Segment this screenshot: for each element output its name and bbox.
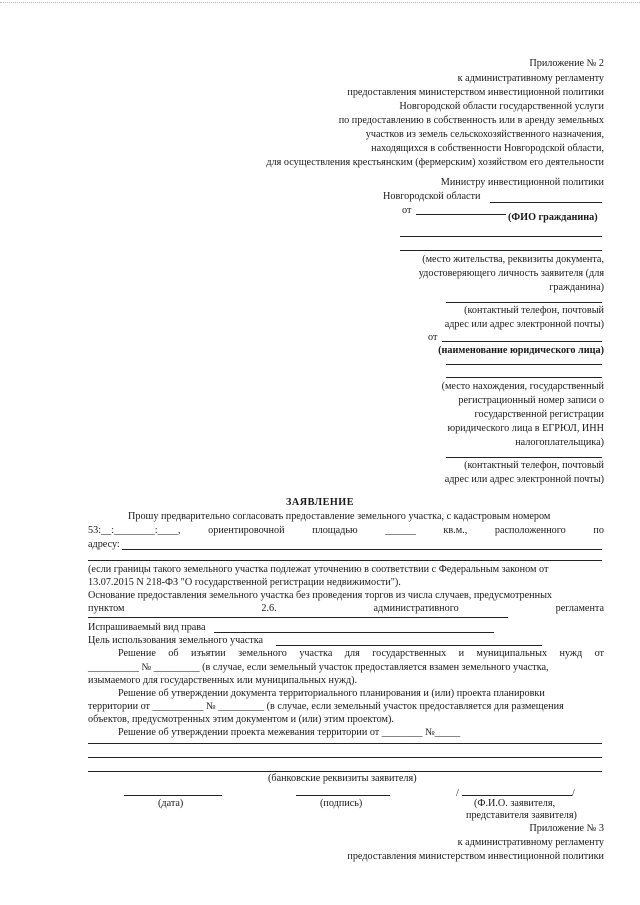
purpose-label: Цель использования земельного участка [88, 635, 264, 646]
body-text: __________ № _________ (в случае, если земельный участок предоставляется взамен земельного участка, [88, 662, 549, 673]
slash: / [456, 788, 459, 799]
body-text-row [118, 647, 604, 661]
addressee-line: Новгородской области [383, 191, 481, 202]
word: изъятии [191, 648, 226, 659]
word: об [168, 648, 179, 659]
word: участка [299, 648, 333, 659]
blank-line[interactable] [400, 236, 602, 237]
from-label: от [402, 205, 412, 216]
location-caption: (место нахождения, государственный [441, 381, 604, 392]
word: Решение [118, 648, 156, 659]
slash: / [572, 788, 575, 799]
right-type-input-line[interactable] [214, 632, 494, 633]
date-caption: (дата) [158, 798, 184, 809]
location-caption: регистрационный номер записи о [458, 395, 604, 406]
right-type-label: Испрашиваемый вид права [88, 622, 206, 633]
word: муниципальных [476, 648, 548, 659]
word: для [344, 648, 360, 659]
signature-input-line[interactable] [296, 795, 390, 796]
word: административного [373, 603, 459, 614]
bank-details-input-line[interactable] [88, 757, 602, 758]
signature-caption: (подпись) [320, 798, 363, 809]
legal-name-input-line[interactable] [442, 341, 602, 342]
header-line: для осуществления крестьянским (фермерским) хозяйством его деятельности [266, 157, 604, 168]
word: по [593, 525, 604, 536]
location-caption: государственной регистрации [474, 409, 604, 420]
fio-sign-input-line[interactable] [462, 795, 572, 796]
location-caption: налогоплательщика) [515, 437, 604, 448]
word: от [594, 648, 604, 659]
body-text: Прошу предварительно согласовать предоставление земельного участка, с кадастровым номером [128, 511, 551, 522]
body-text-row [88, 602, 604, 616]
body-text: Основание предоставления земельного участка без проведения торгов из числа случаев, предусмотренных [88, 590, 553, 601]
location-caption: юридического лица в ЕГРЮЛ, ИНН [447, 423, 604, 434]
purpose-input-line[interactable] [276, 645, 542, 646]
body-text: объектов, предусмотренных этим документом и (или) этим проектом). [88, 714, 394, 725]
blank-line[interactable] [490, 202, 602, 203]
cadastral-number-field: 53:__:________:____, [88, 525, 181, 536]
address-label: адресу: [88, 539, 120, 550]
fio-sign-caption: представителя заявителя) [466, 810, 577, 821]
footer-line: к административному регламенту [457, 837, 604, 848]
blank-line[interactable] [446, 364, 602, 365]
contact-caption: (контактный телефон, почтовый [464, 460, 604, 471]
header-line: участков из земель сельскохозяйственного назначения, [365, 129, 604, 140]
contact-input-line[interactable] [446, 302, 602, 303]
scan-edge [0, 2, 640, 3]
body-text: территории от __________ № _________ (в случае, если земельный участок предоставляется для размещения [88, 701, 564, 712]
blank-line[interactable] [88, 617, 508, 618]
word: расположенного [494, 525, 566, 536]
from-label: от [428, 332, 438, 343]
address-input-line[interactable] [122, 549, 602, 550]
contact-input-line[interactable] [446, 457, 602, 458]
blank-line[interactable] [446, 377, 602, 378]
blank-line[interactable] [400, 250, 602, 251]
body-text: Решение об утверждении проекта межевания территории от ________ №_____ [118, 727, 461, 738]
word: кв.м., [443, 525, 468, 536]
header-line: Новгородской области государственной услуги [399, 101, 604, 112]
body-text: (если границы такого земельного участка подлежат уточнению в соответствии с Федеральным законом от [88, 564, 549, 575]
footer-line: предоставления министерством инвестиционной политики [347, 851, 604, 862]
word: государственных [372, 648, 447, 659]
residence-caption: удостоверяющего личность заявителя (для [418, 268, 604, 279]
legal-name-caption: (наименование юридического лица) [438, 345, 604, 356]
fio-caption: (ФИО гражданина) [508, 212, 598, 223]
residence-caption: (место жительства, реквизиты документа, [422, 254, 604, 265]
document-title: ЗАЯВЛЕНИЕ [285, 497, 355, 508]
header-line: предоставления министерством инвестиционной политики [347, 87, 604, 98]
word: регламента [555, 603, 604, 614]
contact-caption: адрес или адрес электронной почты) [444, 474, 604, 485]
addressee-line: Министру инвестиционной политики [440, 177, 604, 188]
header-line: к административному регламенту [457, 73, 604, 84]
body-text: изымаемого для государственных или муниципальных нужд). [88, 675, 358, 686]
address-input-line[interactable] [88, 560, 602, 561]
area-field: ______ [385, 525, 416, 536]
date-input-line[interactable] [124, 795, 222, 796]
fio-sign-caption: (Ф.И.О. заявителя, [474, 798, 556, 809]
word: ориентировочной [208, 525, 285, 536]
bank-details-caption: (банковские реквизиты заявителя) [268, 773, 417, 784]
word: нужд [559, 648, 583, 659]
annex-number: Приложение № 2 [529, 58, 604, 69]
word: земельного [238, 648, 287, 659]
residence-caption: гражданина) [549, 282, 604, 293]
word: и [458, 648, 465, 659]
fio-input-line[interactable] [416, 214, 506, 215]
header-line: находящихся в собственности Новгородской области, [371, 143, 604, 154]
next-annex-number: Приложение № 3 [529, 823, 604, 834]
word: площадью [312, 525, 358, 536]
body-text-row [88, 524, 604, 538]
word: пунктом [88, 603, 125, 614]
header-line: по предоставлению в собственность или в аренду земельных [338, 115, 604, 126]
bank-details-input-line[interactable] [88, 743, 602, 744]
contact-caption: адрес или адрес электронной почты) [444, 319, 604, 330]
contact-caption: (контактный телефон, почтовый [464, 305, 604, 316]
body-text: Решение об утверждении документа территориального планирования и (или) проекта планировки [118, 688, 545, 699]
word: 2.6. [261, 603, 277, 614]
body-text: 13.07.2015 N 218-ФЗ "О государственной регистрации недвижимости"). [88, 577, 401, 588]
